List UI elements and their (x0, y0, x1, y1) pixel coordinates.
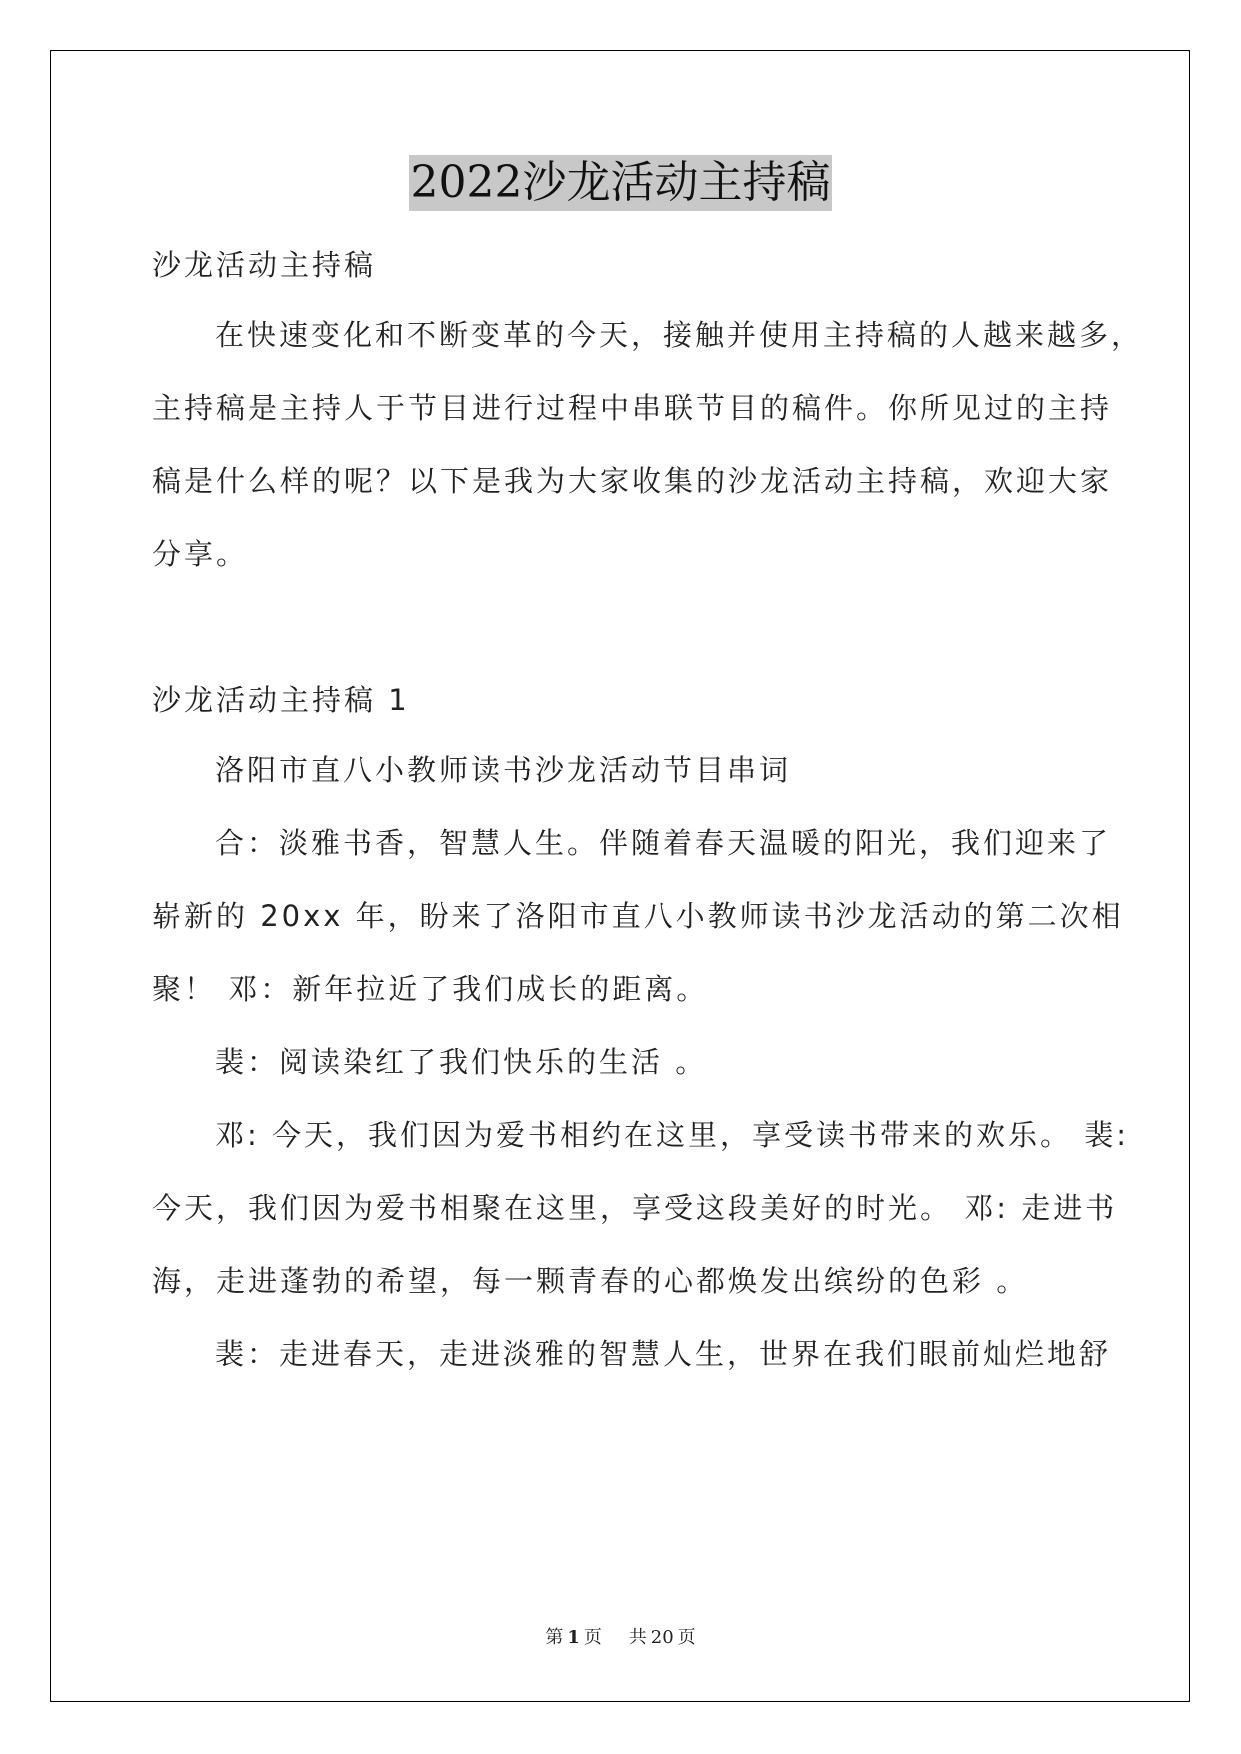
paragraph-line: 稿是什么样的呢？以下是我为大家收集的沙龙活动主持稿，欢迎大家 (152, 464, 1113, 498)
section-heading: 沙龙活动主持稿 1 (152, 683, 410, 717)
paragraph-line: 裴：走进春天，走进淡雅的智慧人生，世界在我们眼前灿烂地舒 (215, 1337, 1112, 1371)
page-number-current: 1 (567, 1627, 580, 1648)
page-number-prefix: 第 (545, 1627, 564, 1648)
paragraph-line: 分享。 (152, 537, 249, 571)
paragraph-line: 海，走进蓬勃的希望，每一颗青春的心都焕发出缤纷的色彩 。 (152, 1264, 1029, 1298)
paragraph-line: 今天，我们因为爱书相聚在这里，享受这段美好的时光。 邓: 走进书 (152, 1191, 1118, 1225)
title-container (0, 155, 1241, 211)
total-pages-prefix: 共 (628, 1627, 647, 1648)
paragraph-line: 主持稿是主持人于节目进行过程中串联节目的稿件。你所见过的主持 (152, 391, 1113, 425)
page-number-suffix: 页 (583, 1627, 602, 1648)
page-footer (0, 1623, 1241, 1649)
document-title: 2022沙龙活动主持稿 (409, 155, 833, 211)
paragraph-line: 聚！ 邓：新年拉近了我们成长的距离。 (152, 972, 709, 1006)
paragraph-line: 在快速变化和不断变革的今天，接触并使用主持稿的人越来越多， (215, 318, 1144, 352)
paragraph-line: 邓: 今天，我们因为爱书相约在这里，享受读书带来的欢乐。 裴: (215, 1118, 1129, 1152)
total-pages-count: 20 (650, 1627, 674, 1648)
paragraph-line: 崭新的 20xx 年，盼来了洛阳市直八小教师读书沙龙活动的第二次相 (152, 899, 1124, 933)
section-heading: 沙龙活动主持稿 (152, 248, 377, 282)
paragraph-line: 裴：阅读染红了我们快乐的生活 。 (215, 1045, 708, 1079)
page-border (50, 50, 1190, 1702)
total-pages-suffix: 页 (677, 1627, 696, 1648)
paragraph-line: 合：淡雅书香，智慧人生。伴随着春天温暖的阳光，我们迎来了 (215, 826, 1112, 860)
paragraph-line: 洛阳市直八小教师读书沙龙活动节目串词 (215, 753, 792, 787)
